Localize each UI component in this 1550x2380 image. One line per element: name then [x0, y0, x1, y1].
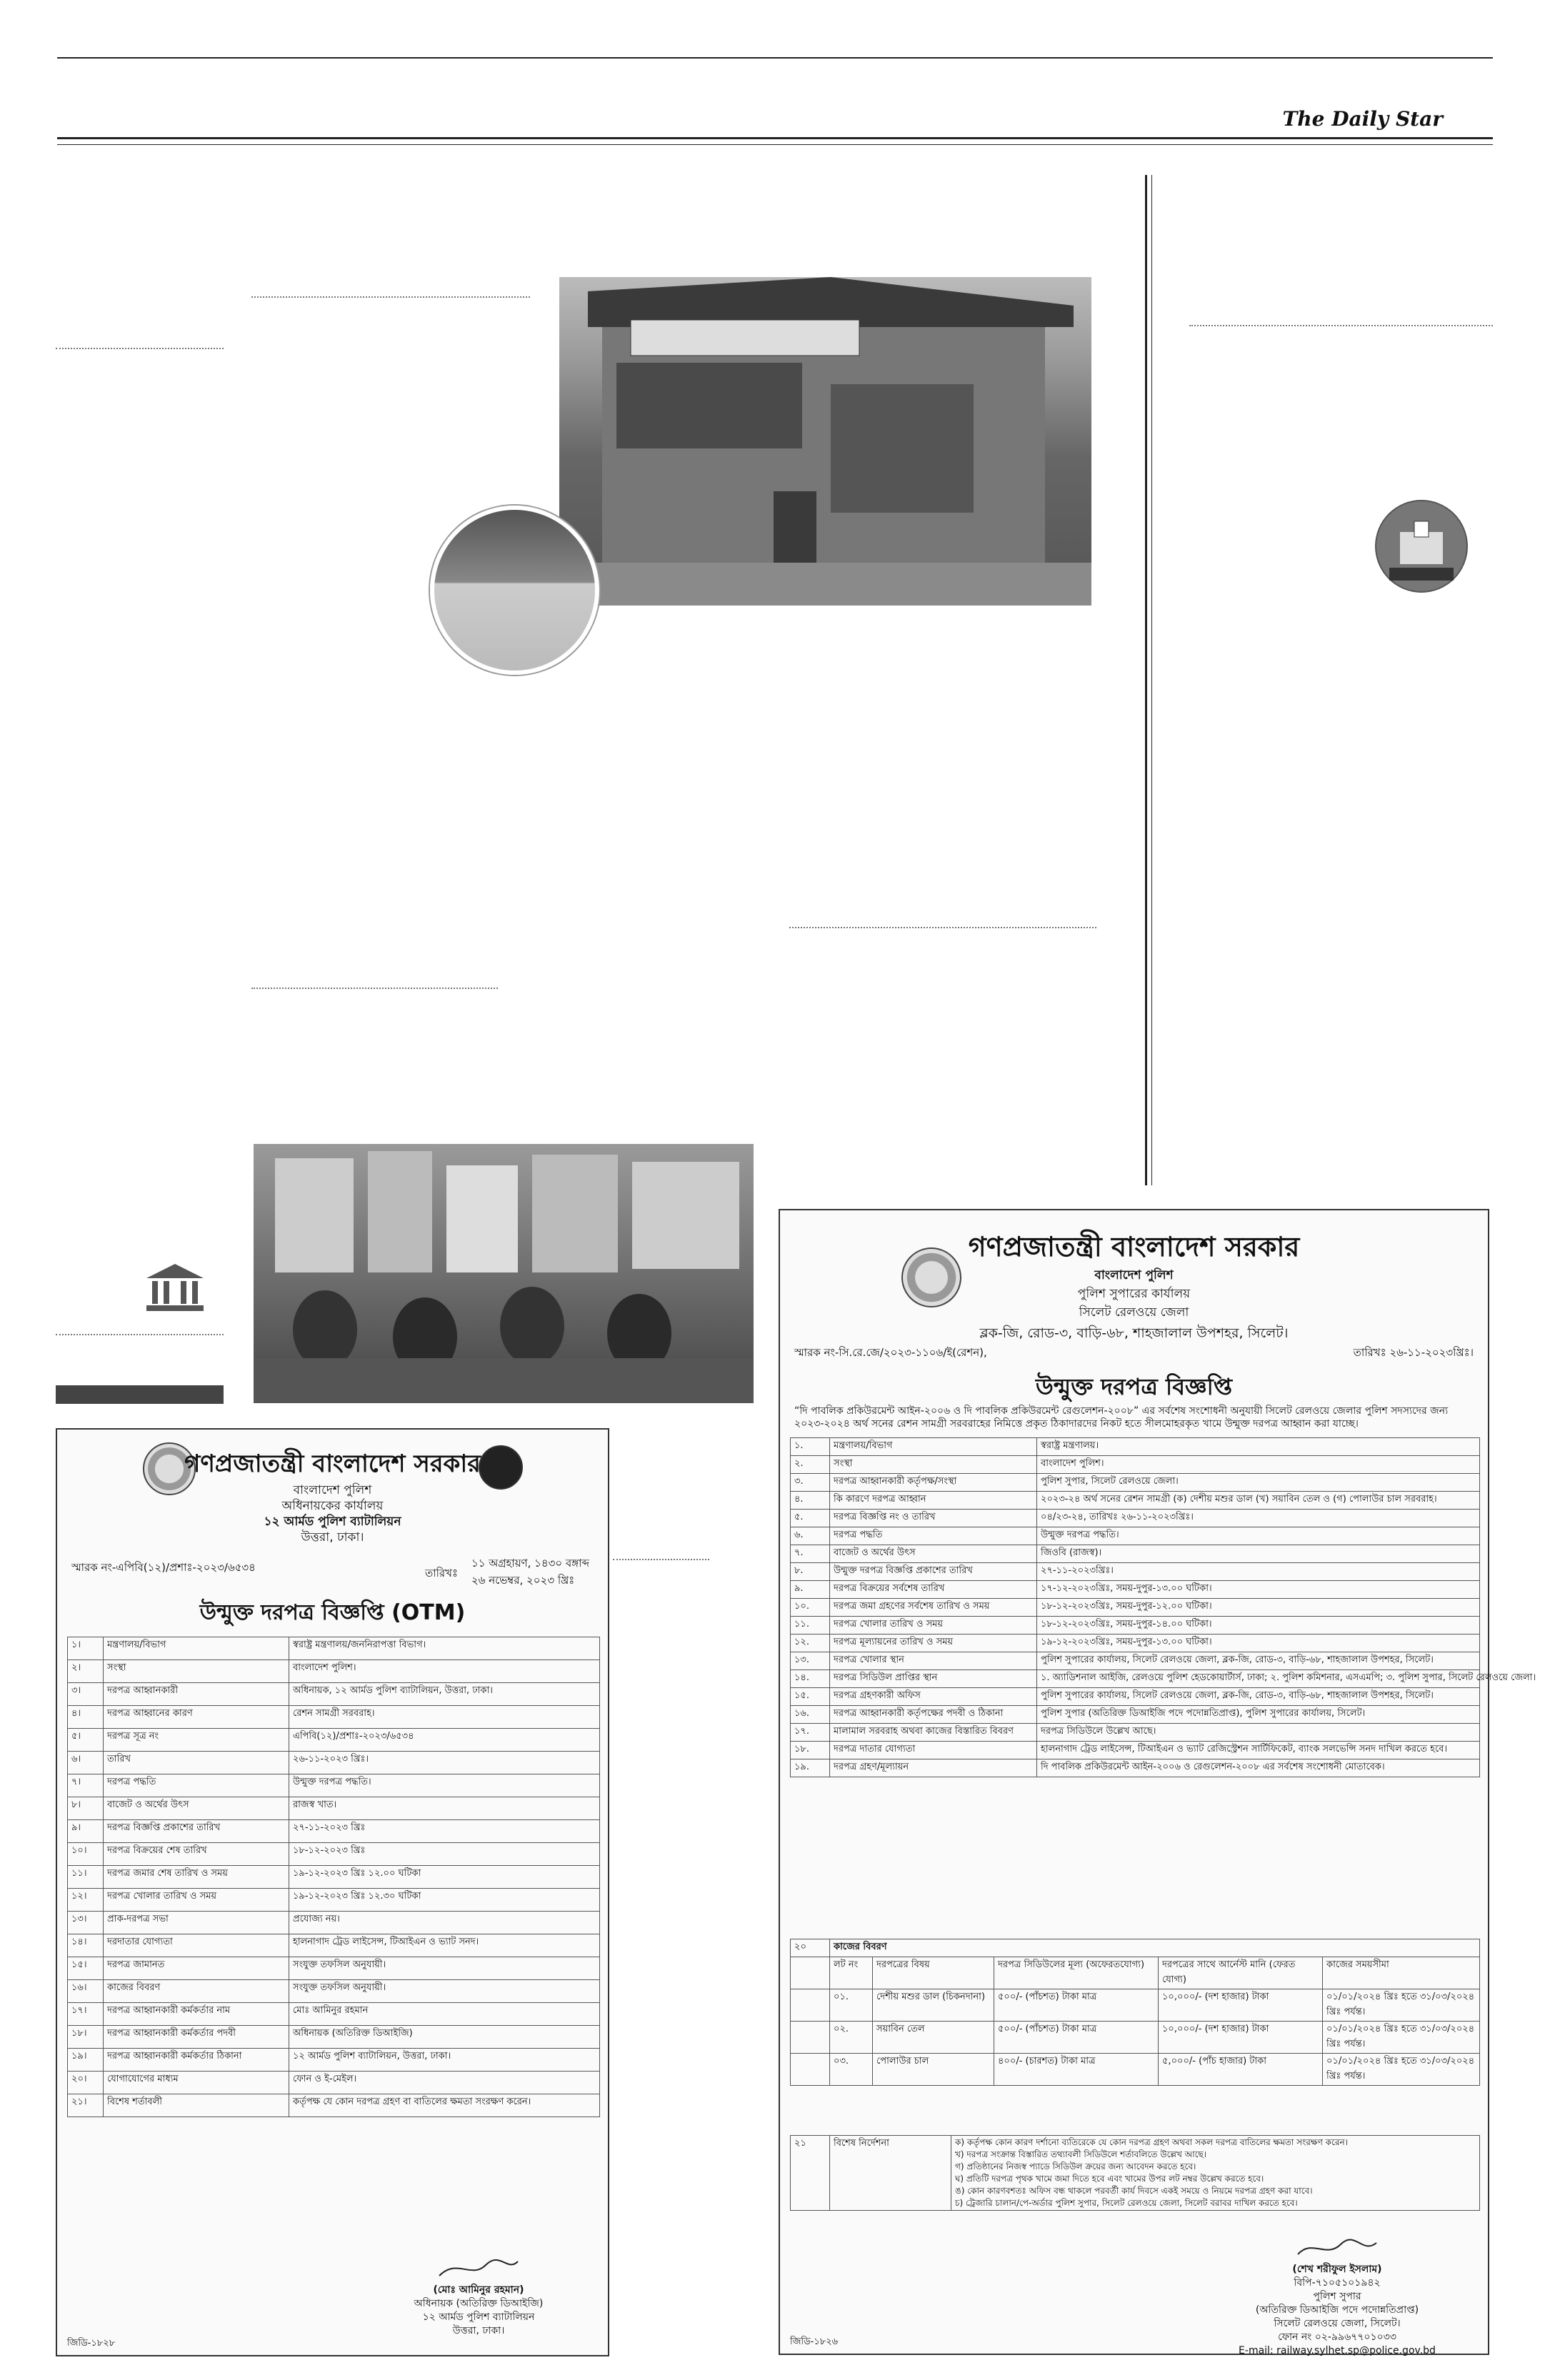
table-row — [791, 1581, 1480, 1599]
signature-mark — [1294, 2239, 1380, 2259]
table-row — [791, 1742, 1480, 1759]
left-tender-ad — [56, 1428, 609, 2356]
row-number: ১৯। — [68, 2049, 104, 2072]
row-item: দরপত্র খোলার তারিখ ও সময় — [830, 1617, 1037, 1635]
article-divider — [1189, 325, 1493, 326]
table-row — [791, 1438, 1480, 1456]
row-number: ১৬। — [68, 1980, 104, 2003]
table-row — [68, 1637, 600, 1660]
row-value: রেশন সামগ্রী সরবরাহ। — [289, 1706, 600, 1729]
special-instruction: ঙ) কোন কারণবশতঃ অফিস বন্ধ থাকলে পরবর্তী কার্য দিবসে একই সময়ে ও নিয়মে দরপত্র গ্রহণ করা যাবে। — [955, 2186, 1313, 2196]
row-value: ২০২৩-২৪ অর্থ সনের রেশন সামগ্রী (ক) দেশীয় মশুর ডাল (খ) সয়াবিন তেল ও (গ) পোলাউর চাল সরবরাহ। — [1037, 1492, 1480, 1510]
row-value: ১২ আর্মড পুলিশ ব্যাটালিয়ন, উত্তরা, ঢাকা। — [289, 2049, 600, 2072]
work-period: ০১/০১/২০২৪ খ্রিঃ হতে ৩১/০৩/২০২৪ খ্রিঃ পর্যন্ত। — [1323, 2054, 1480, 2086]
table-row — [791, 1724, 1480, 1742]
column-header: লট নং — [830, 1957, 873, 1989]
row-number: ১৮. — [791, 1742, 830, 1759]
special-row — [791, 2136, 1480, 2211]
signatory-note: (অতিরিক্ত ডিআইজি পদে পদোন্নতিপ্রাপ্ত) — [1255, 2304, 1419, 2316]
table-row — [68, 1797, 600, 1820]
row-item: সংস্থা — [104, 1660, 289, 1683]
row-item: উন্মুক্ত দরপত্র বিজ্ঞপ্তি প্রকাশের তারিখ — [830, 1563, 1037, 1581]
row-number: ১৬. — [791, 1706, 830, 1724]
table-row — [791, 1527, 1480, 1545]
protest-photo — [254, 1144, 754, 1403]
row-value: মোঃ আমিনুর রহমান — [289, 2003, 600, 2026]
row-number: ৩. — [791, 1474, 830, 1492]
table-row — [68, 1866, 600, 1889]
table-row — [791, 1492, 1480, 1510]
row-item: দরপত্র খোলার স্থান — [830, 1652, 1037, 1670]
row-item: বাজেট ও অর্থের উৎস — [104, 1797, 289, 1820]
inset-crack-photo — [430, 506, 599, 675]
date-bangla: ১১ অগ্রহায়ণ, ১৪৩০ বঙ্গাব্দ — [471, 1557, 590, 1570]
ad-header-line: ১২ আর্মড পুলিশ ব্যাটালিয়ন — [264, 1515, 401, 1529]
schedule-price: ৪০০/- (চারশত) টাকা মাত্র — [994, 2054, 1159, 2086]
ad-header-line: উত্তরা, ঢাকা। — [301, 1530, 364, 1545]
signatory-email: E-mail: railway.sylhet.sp@police.gov.bd — [1239, 2345, 1436, 2356]
row-item: দরপত্র বিক্রয়ের শেষ তারিখ — [104, 1843, 289, 1866]
masthead-rule-thin — [57, 144, 1493, 145]
table-row — [68, 1934, 600, 1957]
table-row — [68, 1683, 600, 1706]
row-value: ০৪/২৩-২৪, তারিখঃ ২৬-১১-২০২৩খ্রিঃ। — [1037, 1510, 1480, 1527]
row-item: দরপত্র জমা গ্রহণের সর্বশেষ তারিখ ও সময় — [830, 1599, 1037, 1617]
row-value: ১৮-১২-২০২৩ খ্রিঃ — [289, 1843, 600, 1866]
work-period: ০১/০১/২০২৪ খ্রিঃ হতে ৩১/০৩/২০২৪ খ্রিঃ পর্যন্ত। — [1323, 2022, 1480, 2054]
ballot-icon — [1375, 500, 1468, 593]
box-rule — [56, 1385, 224, 1404]
row-item: দরপত্র গ্রহণকারী অফিস — [830, 1688, 1037, 1706]
table-row — [791, 1688, 1480, 1706]
row-value: উন্মুক্ত দরপত্র পদ্ধতি। — [1037, 1527, 1480, 1545]
lot-number: ০৩. — [830, 2054, 873, 2086]
table-row — [791, 1706, 1480, 1724]
date-label: তারিখঃ — [425, 1567, 458, 1580]
table-row — [791, 1759, 1480, 1777]
row-value: কর্তৃপক্ষ যে কোন দরপত্র গ্রহণ বা বাতিলের ক্ষমতা সংরক্ষণ করেন। — [289, 2094, 600, 2117]
building-illustration — [559, 277, 1091, 606]
table-row — [791, 1563, 1480, 1581]
row-value: ২৬-১১-২০২৩ খ্রিঃ। — [289, 1752, 600, 1774]
row-item: দরপত্র আহ্বানকারী — [104, 1683, 289, 1706]
tender-table — [67, 1637, 600, 2117]
ad-header-line: ব্লক-জি, রোড-৩, বাড়ি-৬৮, শাহজালাল উপশহর, সিলেট। — [979, 1325, 1289, 1341]
row-value: অধিনায়ক (অতিরিক্ত ডিআইজি) — [289, 2026, 600, 2049]
row-number: ৮. — [791, 1563, 830, 1581]
special-list — [951, 2136, 1480, 2211]
signatory-place: উত্তরা, ঢাকা। — [452, 2325, 505, 2336]
work-period: ০১/০১/২০২৪ খ্রিঃ হতে ৩১/০৩/২০২৪ খ্রিঃ পর্যন্ত। — [1323, 1989, 1480, 2022]
row-number: ৬. — [791, 1527, 830, 1545]
table-row — [68, 1820, 600, 1843]
row-item: দরপত্র গ্রহণ/মূল্যায়ন — [830, 1759, 1037, 1777]
special-instruction: ঘ) প্রতিটি দরপত্র পৃথক খামে জমা দিতে হবে এবং খামের উপর লট নম্বর উল্লেখ করতে হবে। — [955, 2174, 1264, 2184]
table-row — [68, 1912, 600, 1934]
row-number: ৪. — [791, 1492, 830, 1510]
lot-number: ০২. — [830, 2022, 873, 2054]
row-value: ২৭-১১-২০২৩খ্রিঃ। — [1037, 1563, 1480, 1581]
row-value: দরপত্র সিডিউলে উল্লেখ আছে। — [1037, 1724, 1480, 1742]
row-number: ১২। — [68, 1889, 104, 1912]
row-item: কি কারণে দরপত্র আহ্বান — [830, 1492, 1037, 1510]
row-number: ৯। — [68, 1820, 104, 1843]
row-value: ১৯-১২-২০২৩ খ্রিঃ ১২.০০ ঘটিকা — [289, 1866, 600, 1889]
ad-header-line: সিলেট রেলওয়ে জেলা — [1079, 1305, 1189, 1320]
row-number: ১০. — [791, 1599, 830, 1617]
row-value: স্বরাষ্ট্র মন্ত্রণালয়/জননিরাপত্তা বিভাগ। — [289, 1637, 600, 1660]
vertical-column-rule — [1151, 175, 1152, 1185]
gd-code: জিডি-১৮২৬ — [790, 2336, 839, 2347]
row-item: দরপত্র জামানত — [104, 1957, 289, 1980]
table-row — [68, 1660, 600, 1683]
row-item: বিশেষ শর্তাবলী — [104, 2094, 289, 2117]
article-divider — [789, 927, 1096, 928]
earnest-money: ১০,০০০/- (দশ হাজার) টাকা — [1159, 1989, 1323, 2022]
column-header: কাজের সময়সীমা — [1323, 1957, 1480, 1989]
row-number: ১৮। — [68, 2026, 104, 2049]
row-number: ৯. — [791, 1581, 830, 1599]
article-divider — [613, 1559, 709, 1560]
work-row — [791, 1989, 1480, 2022]
date-english: ২৬ নভেম্বর, ২০২৩ খ্রিঃ — [471, 1574, 575, 1587]
row-value: ১. অ্যাডিশনাল আইজি, রেলওয়ে পুলিশ হেডকোয়ার্টার্স, ঢাকা; ২. পুলিশ কমিশনার, এসএমপি; ৩. পুলিশ সুপার, সিলেট রেলওয়ে জেলা। — [1037, 1670, 1480, 1688]
row-item: মন্ত্রণালয়/বিভাগ — [104, 1637, 289, 1660]
work-header-row — [791, 1957, 1480, 1989]
ad-title: উন্মুক্ত দরপত্র বিজ্ঞপ্তি (OTM) — [199, 1600, 466, 1625]
special-instruction: ক) কর্তৃপক্ষ কোন কারণ দর্শানো ব্যতিরেকে যে কোন দরপত্র গ্রহণ অথবা সকল দরপত্র বাতিলের ক্ষমতা সংরক্ষণ করেন। — [955, 2137, 1348, 2147]
table-row — [68, 1889, 600, 1912]
signature-mark — [436, 2258, 521, 2279]
right-tender-ad — [779, 1209, 1536, 2356]
row-value: ফোন ও ই-মেইল। — [289, 2072, 600, 2094]
ad-header-line: বাংলাদেশ পুলিশ — [293, 1483, 372, 1497]
row-value: পুলিশ সুপার (অতিরিক্ত ডিআইজি পদে পদোন্নতিপ্রাপ্ত), পুলিশ সুপারের কার্যালয়, সিলেট। — [1037, 1706, 1480, 1724]
row-item: প্রাক-দরপত্র সভা — [104, 1912, 289, 1934]
row-item: দরপত্র আহ্বানের কারণ — [104, 1706, 289, 1729]
article-divider — [251, 988, 498, 989]
lot-subject: পোলাউর চাল — [873, 2054, 994, 2086]
work-row — [791, 2022, 1480, 2054]
row-value: ১৭-১২-২০২৩খ্রিঃ, সময়-দুপুর-১৩.০০ ঘটিকা। — [1037, 1581, 1480, 1599]
table-row — [791, 1545, 1480, 1563]
row-item: দরপত্র সূত্র নং — [104, 1729, 289, 1752]
ad-title: উন্মুক্ত দরপত্র বিজ্ঞপ্তি — [1035, 1373, 1233, 1400]
row-value: ১৯-১২-২০২৩ খ্রিঃ ১২.৩০ ঘটিকা — [289, 1889, 600, 1912]
table-row — [791, 1599, 1480, 1617]
row-value: হালনাগাদ ট্রেড লাইসেন্স, টিআইএন ও ভ্যাট সনদ। — [289, 1934, 600, 1957]
row-value: দি পাবলিক প্রকিউরমেন্ট আইন-২০০৬ ও রেগুলেশন-২০০৮ এর সর্বশেষ সংশোধনী মোতাবেক। — [1037, 1759, 1480, 1777]
special-instructions-table — [790, 2135, 1480, 2211]
row-item: দরপত্র জমার শেষ তারিখ ও সময় — [104, 1866, 289, 1889]
row-item: মন্ত্রণালয়/বিভাগ — [830, 1438, 1037, 1456]
ad-header-line: অধিনায়কের কার্যালয় — [281, 1499, 384, 1513]
row-number: ৭। — [68, 1774, 104, 1797]
row-number: ৩। — [68, 1683, 104, 1706]
article-divider — [251, 296, 530, 298]
table-row — [791, 1474, 1480, 1492]
row-number: ১৯. — [791, 1759, 830, 1777]
row-number: ২১। — [68, 2094, 104, 2117]
row-item: দরপত্র আহ্বানকারী কর্মকর্তার নাম — [104, 2003, 289, 2026]
table-row — [791, 1510, 1480, 1527]
row-number: ১৫। — [68, 1957, 104, 1980]
signature-block — [357, 2258, 600, 2338]
article-divider — [56, 348, 224, 349]
row-value: প্রযোজ্য নয়। — [289, 1912, 600, 1934]
row-number: ৭. — [791, 1545, 830, 1563]
row-number: ২০। — [68, 2072, 104, 2094]
row-value: ১৮-১২-২০২৩খ্রিঃ, সময়-দুপুর-১২.০০ ঘটিকা। — [1037, 1599, 1480, 1617]
row-item: দরপত্র বিক্রয়ের সর্বশেষ তারিখ — [830, 1581, 1037, 1599]
memo-date: তারিখঃ ২৬-১১-২০২৩খ্রিঃ। — [1353, 1346, 1474, 1359]
row-value: বাংলাদেশ পুলিশ। — [1037, 1456, 1480, 1474]
row-item: দরপত্র আহ্বানকারী কর্মকর্তার ঠিকানা — [104, 2049, 289, 2072]
signatory-title: পুলিশ সুপার — [1313, 2291, 1361, 2302]
table-row — [68, 1980, 600, 2003]
ad-header-line: পুলিশ সুপারের কার্যালয় — [1077, 1287, 1191, 1301]
table-row — [68, 2072, 600, 2094]
row-value: পুলিশ সুপারের কার্যালয়, সিলেট রেলওয়ে জেলা, ব্লক-জি, রোড-৩, বাড়ি-৬৮, শাহজালাল উপশহর, সিলেট। — [1037, 1688, 1480, 1706]
row-item: দরপত্র বিজ্ঞপ্তি নং ও তারিখ — [830, 1510, 1037, 1527]
row-value: ২৭-১১-২০২৩ খ্রিঃ — [289, 1820, 600, 1843]
row-item: বাজেট ও অর্থের উৎস — [830, 1545, 1037, 1563]
row-number: ২। — [68, 1660, 104, 1683]
row-value: রাজস্ব খাত। — [289, 1797, 600, 1820]
row-item: মালামাল সরবরাহ অথবা কাজের বিস্তারিত বিবরণ — [830, 1724, 1037, 1742]
row-number: ১৭। — [68, 2003, 104, 2026]
lot-subject: সয়াবিন তেল — [873, 2022, 994, 2054]
schedule-price: ৫০০/- (পাঁচশত) টাকা মাত্র — [994, 2022, 1159, 2054]
building-logo-icon — [146, 1264, 204, 1314]
work-row — [791, 2054, 1480, 2086]
row-value: হালনাগাদ ট্রেড লাইসেন্স, টিআইএন ও ভ্যাট রেজিস্ট্রেশন সার্টিফিকেট, ব্যাংক সলভেন্সি সনদ দাখিল করতে হবে। — [1037, 1742, 1480, 1759]
row-value: বাংলাদেশ পুলিশ। — [289, 1660, 600, 1683]
special-instruction: গ) প্রতিষ্ঠানের নিজস্ব প্যাডে সিডিউল ক্রয়ের জন্য আবেদন করতে হবে। — [955, 2161, 1196, 2171]
row-value: স্বরাষ্ট্র মন্ত্রণালয়। — [1037, 1438, 1480, 1456]
row-value: পুলিশ সুপারের কার্যালয়, সিলেট রেলওয়ে জেলা, ব্লক-জি, রোড-৩, বাড়ি-৬৮, শাহজালাল উপশহর, সিলেট। — [1037, 1652, 1480, 1670]
work-number: ২০ — [791, 1939, 830, 1957]
building-photo — [559, 277, 1091, 606]
row-item: দরপত্র বিজ্ঞপ্তি প্রকাশের তারিখ — [104, 1820, 289, 1843]
row-number: ৮। — [68, 1797, 104, 1820]
row-number: ১৩। — [68, 1912, 104, 1934]
vertical-column-rule — [1145, 175, 1147, 1185]
row-item: দরপত্র পদ্ধতি — [104, 1774, 289, 1797]
column-header: দরপত্রের বিষয় — [873, 1957, 994, 1989]
institution-logo — [146, 1264, 204, 1317]
row-number: ৫. — [791, 1510, 830, 1527]
row-item: যোগাযোগের মাধ্যম — [104, 2072, 289, 2094]
row-item: সংস্থা — [830, 1456, 1037, 1474]
row-item: তারিখ — [104, 1752, 289, 1774]
row-number: ১৩. — [791, 1652, 830, 1670]
row-number: ১৫. — [791, 1688, 830, 1706]
table-row — [68, 2003, 600, 2026]
row-item: দরপত্র আহ্বানকারী কর্তৃপক্ষ/সংস্থা — [830, 1474, 1037, 1492]
masthead-rule-thick — [57, 137, 1493, 139]
row-value: ১৮-১২-২০২৩খ্রিঃ, সময়-দুপুর-১৪.০০ ঘটিকা। — [1037, 1617, 1480, 1635]
signatory-bp: বিপি-৭১০৫১০১৯৪২ — [1294, 2277, 1381, 2289]
work-schedule-table — [790, 1939, 1480, 2086]
signatory-unit: ১২ আর্মড পুলিশ ব্যাটালিয়ন — [422, 2311, 535, 2323]
row-value: এপিবি(১২)/প্রশাঃ-২০২৩/৬৫৩৪ — [289, 1729, 600, 1752]
row-value: জিওবি (রাজস্ব)। — [1037, 1545, 1480, 1563]
lot-number: ০১. — [830, 1989, 873, 2022]
signatory-name: (শেখ শরীফুল ইসলাম) — [1292, 2264, 1382, 2275]
column-header: দরপত্রের সাথে আর্নেস্ট মানি (ফেরত যোগ্য) — [1159, 1957, 1323, 1989]
row-item: দরপত্র খোলার তারিখ ও সময় — [104, 1889, 289, 1912]
table-row — [791, 1652, 1480, 1670]
gd-code: জিডি-১৮২৮ — [67, 2338, 116, 2349]
memo-number: স্মারক নং-এপিবি(১২)/প্রশাঃ-২০২৩/৬৫৩৪ — [71, 1561, 256, 1574]
row-number: ১৪। — [68, 1934, 104, 1957]
brand-logo: The Daily Star — [1282, 107, 1443, 131]
signature-block — [1194, 2239, 1480, 2358]
signatory-phone: ফোন নং ০২-৯৯৬৭৭০১০৩৩ — [1278, 2331, 1396, 2343]
row-number: ১৭. — [791, 1724, 830, 1742]
signatory-title: অধিনায়ক (অতিরিক্ত ডিআইজি) — [414, 2298, 544, 2309]
special-label: বিশেষ নির্দেশনা — [830, 2136, 951, 2211]
row-item: দরপত্র মূল্যায়নের তারিখ ও সময় — [830, 1635, 1037, 1652]
table-row — [68, 2026, 600, 2049]
row-value: উন্মুক্ত দরপত্র পদ্ধতি। — [289, 1774, 600, 1797]
row-number: ১৪. — [791, 1670, 830, 1688]
row-number: ৬। — [68, 1752, 104, 1774]
row-number: ১১। — [68, 1866, 104, 1889]
table-row — [68, 2094, 600, 2117]
row-item: কাজের বিবরণ — [104, 1980, 289, 2003]
row-value: সংযুক্ত তফসিল অনুযায়ী। — [289, 1957, 600, 1980]
row-item: দরপত্র আহ্বানকারী কর্তৃপক্ষের পদবী ও ঠিকানা — [830, 1706, 1037, 1724]
row-number: ২. — [791, 1456, 830, 1474]
earnest-money: ৫,০০০/- (পাঁচ হাজার) টাকা — [1159, 2054, 1323, 2086]
row-number: ১২. — [791, 1635, 830, 1652]
article-divider — [56, 1334, 224, 1335]
table-row — [68, 1774, 600, 1797]
ad-government-title: গণপ্রজাতন্ত্রী বাংলাদেশ সরকার — [968, 1231, 1300, 1262]
row-number: ৫। — [68, 1729, 104, 1752]
signatory-name: (মোঃ আমিনুর রহমান) — [433, 2284, 524, 2296]
special-number: ২১ — [791, 2136, 830, 2211]
row-item: দরদাতার যোগ্যতা — [104, 1934, 289, 1957]
table-row — [68, 1706, 600, 1729]
column-header: দরপত্র সিডিউলের মূল্য (অফেরতযোগ্য) — [994, 1957, 1159, 1989]
table-row — [68, 1729, 600, 1752]
ad-intro: “দি পাবলিক প্রকিউরমেন্ট আইন-২০০৬ ও দি পাবলিক প্রকিউরমেন্ট রেগুলেশন-২০০৮” এর সর্বশেষ সংশোধনী অনুযায়ী সিলেট রেলওয়ে জেলার পুলিশ সদস্যদের জন্য ২০২৩-২০২৪ অর্থ সনের রেশন সামগ্রী সরবরাহের নিমিত্তে প্রকৃত ঠিকাদারদের নিকট হতে সীলমোহরকৃত খামে উন্মুক্ত দরপত্র আহ্বান করা যাচ্ছে। — [794, 1405, 1449, 1430]
special-instruction: চ) ট্রেজারি চালান/পে-অর্ডার পুলিশ সুপার, সিলেট রেলওয়ে জেলা, সিলেট বরাবর দাখিল করতে হবে। — [955, 2198, 1298, 2208]
row-item: দরপত্র আহ্বানকারী কর্মকর্তার পদবী — [104, 2026, 289, 2049]
work-label: কাজের বিবরণ — [830, 1939, 1480, 1957]
table-row — [791, 1617, 1480, 1635]
row-number: ৪। — [68, 1706, 104, 1729]
signatory-office: সিলেট রেলওয়ে জেলা, সিলেট। — [1274, 2318, 1401, 2329]
ad-government-title: গণপ্রজাতন্ত্রী বাংলাদেশ সরকার — [184, 1450, 481, 1478]
special-instruction: খ) দরপত্র সংক্রান্ত বিস্তারিত তথ্যাবলী সিডিউলে শর্তাবলিতে উল্লেখ আছে। — [955, 2149, 1207, 2159]
row-value: অধিনায়ক, ১২ আর্মড পুলিশ ব্যাটালিয়ন, উত্তরা, ঢাকা। — [289, 1683, 600, 1706]
work-section-row — [791, 1939, 1480, 1957]
table-row — [68, 1957, 600, 1980]
ballot-box-logo — [1375, 500, 1468, 593]
lot-subject: দেশীয় মশুর ডাল (চিকনদানা) — [873, 1989, 994, 2022]
protest-illustration — [254, 1144, 754, 1403]
table-row — [791, 1670, 1480, 1688]
ad-header-line: বাংলাদেশ পুলিশ — [1094, 1268, 1174, 1282]
row-item: দরপত্র পদ্ধতি — [830, 1527, 1037, 1545]
row-item: দরপত্র দাতার যোগ্যতা — [830, 1742, 1037, 1759]
row-number: ১০। — [68, 1843, 104, 1866]
table-row — [68, 1752, 600, 1774]
row-number: ১। — [68, 1637, 104, 1660]
top-rule — [57, 57, 1493, 59]
row-number: ১. — [791, 1438, 830, 1456]
table-row — [791, 1635, 1480, 1652]
earnest-money: ১০,০০০/- (দশ হাজার) টাকা — [1159, 2022, 1323, 2054]
row-item: দরপত্র সিডিউল প্রাপ্তির স্থান — [830, 1670, 1037, 1688]
table-row — [68, 1843, 600, 1866]
row-value: সংযুক্ত তফসিল অনুযায়ী। — [289, 1980, 600, 2003]
table-row — [68, 2049, 600, 2072]
row-value: পুলিশ সুপার, সিলেট রেলওয়ে জেলা। — [1037, 1474, 1480, 1492]
table-row — [791, 1456, 1480, 1474]
tender-table — [790, 1437, 1536, 1777]
row-value: ১৯-১২-২০২৩খ্রিঃ, সময়-দুপুর-১৩.০০ ঘটিকা। — [1037, 1635, 1480, 1652]
row-number: ১১. — [791, 1617, 830, 1635]
schedule-price: ৫০০/- (পাঁচশত) টাকা মাত্র — [994, 1989, 1159, 2022]
memo-number: স্মারক নং-সি.রে.জে/২০২৩-১১০৬/ই(রেশন), — [794, 1346, 987, 1359]
